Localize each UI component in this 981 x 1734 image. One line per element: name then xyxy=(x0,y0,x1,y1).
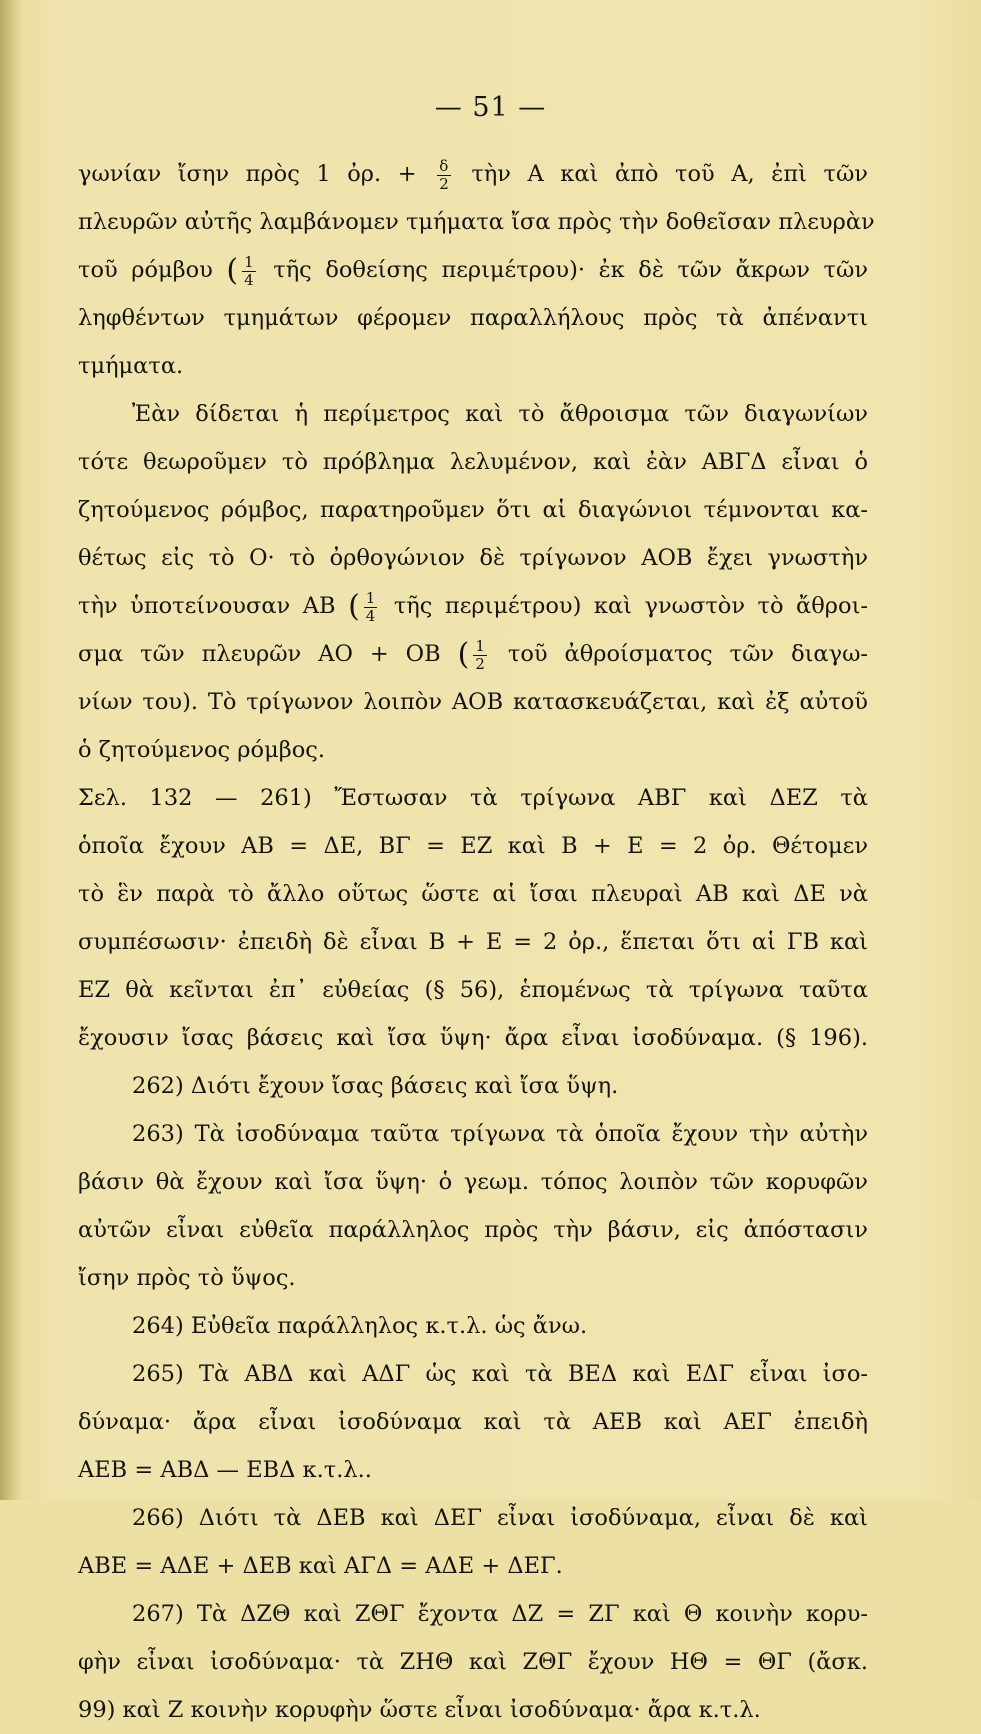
text-line: φὴν εἶναι ἰσοδύναμα· τὰ ΖΗΘ καὶ ΖΘΓ ἔχουν ΗΘ = ΘΓ (ἄσκ. xyxy=(78,1649,868,1675)
text-line: Σελ. 132 — 261) Ἔστωσαν τὰ τρίγωνα ΑΒΓ καὶ ΔΕΖ τὰ xyxy=(78,785,868,811)
text-line: ὁ ζητούμενος ρόμβος. xyxy=(78,737,326,763)
fraction-one-quarter xyxy=(242,254,256,289)
text-line: ΕΖ θὰ κεῖνται ἐπ᾽ εὐθείας (§ 56), ἑπομένως τὰ τρίγωνα ταῦτα xyxy=(78,977,868,1003)
fraction-denominator: 2 xyxy=(475,654,485,673)
text-line: τὸ ἓν παρὰ τὸ ἄλλο οὕτως ὥστε αἱ ἴσαι πλευραὶ ΑΒ καὶ ΔΕ νὰ xyxy=(78,881,868,907)
text-line: ΑΒΕ = ΑΔΕ + ΔΕΒ καὶ ΑΓΔ = ΑΔΕ + ΔΕΓ. xyxy=(78,1553,563,1579)
page-gutter-shadow xyxy=(0,0,22,1500)
line-segment: τοῦ ἀθροίσματος τῶν διαγω- xyxy=(507,641,869,667)
fraction-numerator: 1 xyxy=(475,636,485,655)
text-line: δύναμα· ἄρα εἶναι ἰσοδύναμα καὶ τὰ ΑΕΒ καὶ ΑΕΓ ἐπειδὴ xyxy=(78,1409,868,1435)
text-line: 263) Τὰ ἰσοδύναμα ταῦτα τρίγωνα τὰ ὁποῖα ἔχουν τὴν αὐτὴν xyxy=(132,1121,868,1147)
text-line: τμήματα. xyxy=(78,353,184,379)
text-line xyxy=(78,246,868,294)
text-line: 262) Διότι ἔχουν ἴσας βάσεις καὶ ἴσα ὕψη. xyxy=(132,1073,619,1099)
fraction-one-quarter xyxy=(364,590,378,625)
fraction-numerator: 1 xyxy=(244,252,254,271)
text-line xyxy=(78,582,868,630)
text-line: βάσιν θὰ ἔχουν καὶ ἴσα ὕψη· ὁ γεωμ. τόπος λοιπὸν τῶν κορυφῶν xyxy=(78,1169,868,1195)
fraction-numerator: 1 xyxy=(365,588,376,607)
text-line: 266) Διότι τὰ ΔΕΒ καὶ ΔΕΓ εἶναι ἰσοδύναμα, εἶναι δὲ καὶ xyxy=(132,1505,868,1531)
text-line: ἔχουσιν ἴσας βάσεις καὶ ἴσα ὕψη· ἄρα εἶναι ἰσοδύναμα. (§ 196). xyxy=(78,1025,868,1051)
text-line: ὁποῖα ἔχουν ΑΒ = ΔΕ, ΒΓ = ΕΖ καὶ Β + Ε = 2 ὀρ. Θέτομεν xyxy=(78,833,868,859)
text-line: ζητούμενος ρόμβος, παρατηροῦμεν ὅτι αἱ διαγώνιοι τέμνονται κα- xyxy=(78,497,868,523)
text-line: αὐτῶν εἶναι εὐθεῖα παράλληλος πρὸς τὴν βάσιν, εἰς ἀπόστασιν xyxy=(78,1217,868,1243)
text-line xyxy=(78,150,868,198)
text-line: νίων του). Τὸ τρίγωνον λοιπὸν ΑΟΒ κατασκευάζεται, καὶ ἐξ αὐτοῦ xyxy=(78,689,868,715)
text-line: Ἐὰν δίδεται ἡ περίμετρος καὶ τὸ ἄθροισμα τῶν διαγωνίων xyxy=(132,401,868,427)
fraction-denominator: 4 xyxy=(365,606,376,625)
text-line: ΑΕΒ = ΑΒΔ — ΕΒΔ κ.τ.λ.. xyxy=(78,1457,372,1483)
text-line: 267) Τὰ ΔΖΘ καὶ ΖΘΓ ἔχοντα ΔΖ = ΖΓ καὶ Θ κοινὴν κορυ- xyxy=(132,1601,868,1627)
fraction-denominator: 2 xyxy=(439,174,449,193)
fraction-numerator: δ xyxy=(437,158,451,176)
fraction-denominator: 4 xyxy=(244,270,254,289)
text-line: 264) Εὐθεῖα παράλληλος κ.τ.λ. ὡς ἄνω. xyxy=(132,1313,588,1339)
fraction-one-half xyxy=(473,638,487,673)
fraction-delta-over-two xyxy=(437,158,451,193)
text-line: ἴσην πρὸς τὸ ὕψος. xyxy=(78,1265,296,1291)
line-segment: τῆς περιμέτρου) καὶ γνωστὸν τὸ ἄθροι- xyxy=(393,593,868,619)
page-text xyxy=(78,150,875,1734)
text-line: ληφθέντων τμημάτων φέρομεν παραλλήλους πρὸς τὰ ἀπέναντι xyxy=(78,305,868,331)
open-parenthesis: ( xyxy=(457,637,470,672)
text-line: 265) Τὰ ΑΒΔ καὶ ΑΔΓ ὡς καὶ τὰ ΒΕΔ καὶ ΕΔΓ εἶναι ἰσο- xyxy=(132,1361,868,1387)
text-line: θέτως εἰς τὸ Ο· τὸ ὀρθογώνιον δὲ τρίγωνον ΑΟΒ ἔχει γνωστὴν xyxy=(78,545,868,571)
line-segment: τὴν ὑποτείνουσαν ΑΒ xyxy=(78,593,336,619)
text-line: πλευρῶν αὐτῆς λαμβάνομεν τμήματα ἴσα πρὸς τὴν δοθεῖσαν πλευρὰν xyxy=(78,209,875,235)
text-line xyxy=(78,630,868,678)
line-segment: γωνίαν ἴσην πρὸς 1 ὀρ. + xyxy=(78,161,417,187)
text-line: 99) καὶ Ζ κοινὴν κορυφὴν ὥστε εἶναι ἰσοδύναμα· ἄρα κ.τ.λ. xyxy=(78,1697,761,1723)
page-number: — 51 — xyxy=(434,92,547,123)
open-parenthesis: ( xyxy=(348,589,360,624)
line-segment: τοῦ ρόμβου xyxy=(78,257,213,283)
line-segment: σμα τῶν πλευρῶν ΑΟ + ΟΒ xyxy=(78,641,441,667)
line-segment: τὴν Α καὶ ἀπὸ τοῦ Α, ἐπὶ τῶν xyxy=(471,161,868,187)
text-line: συμπέσωσιν· ἐπειδὴ δὲ εἶναι Β + Ε = 2 ὀρ., ἕπεται ὅτι αἱ ΓΒ καὶ xyxy=(78,929,868,955)
line-segment: τῆς δοθείσης περιμέτρου)· ἐκ δὲ τῶν ἄκρων τῶν xyxy=(273,257,869,283)
text-line: τότε θεωροῦμεν τὸ πρόβλημα λελυμένον, καὶ ἐὰν ΑΒΓΔ εἶναι ὁ xyxy=(78,449,868,475)
open-parenthesis: ( xyxy=(226,253,239,288)
